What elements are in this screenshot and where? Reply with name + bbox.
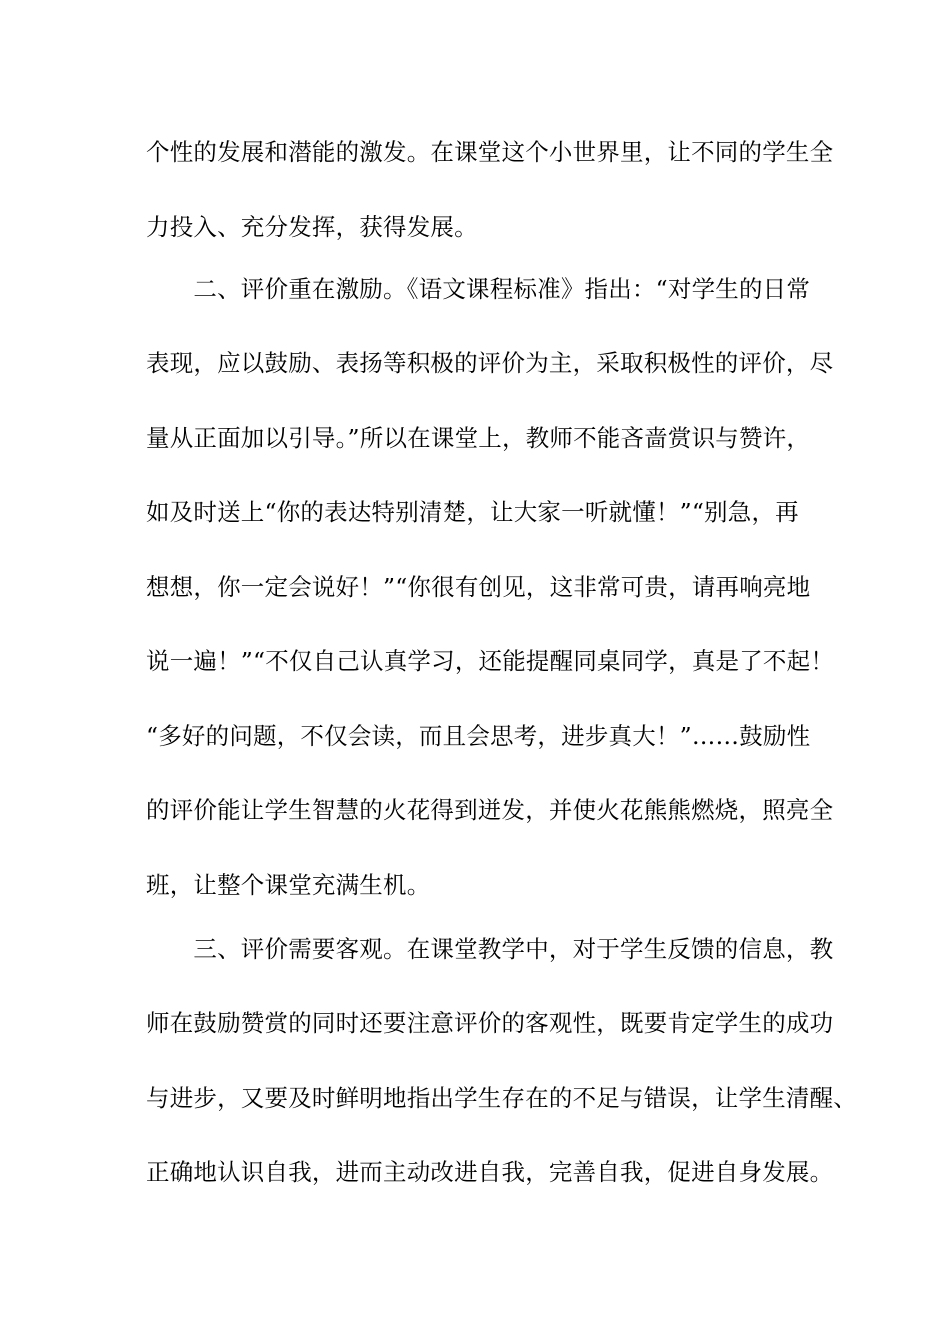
text-line: 如及时送上“你的表达特别清楚，让大家一听就懂！”“别急，再 xyxy=(146,498,799,526)
text-line: 的评价能让学生智慧的火花得到迸发，并使火花熊熊燃烧，照亮全 xyxy=(146,796,834,824)
text-line: 个性的发展和潜能的激发。在课堂这个小世界里，让不同的学生全 xyxy=(146,138,834,166)
text-line: 力投入、充分发挥，获得发展。 xyxy=(146,213,478,241)
text-line: 班，让整个课堂充满生机。 xyxy=(146,871,431,899)
text-line: 师在鼓励赞赏的同时还要注意评价的客观性，既要肯定学生的成功 xyxy=(146,1009,834,1037)
text-line: “多好的问题，不仅会读，而且会思考，进步真大！”……鼓励性 xyxy=(146,722,811,750)
text-line: 想想，你一定会说好！”“你很有创见，这非常可贵，请再响亮地 xyxy=(146,573,811,601)
text-line: 正确地认识自我，进而主动改进自我，完善自我，促进自身发展。 xyxy=(146,1158,834,1186)
text-line: 表现，应以鼓励、表扬等积极的评价为主，采取积极性的评价，尽 xyxy=(146,349,834,377)
text-line: 二、评价重在激励。《语文课程标准》指出：“对学生的日常 xyxy=(146,275,811,303)
text-line: 与进步，又要及时鲜明地指出学生存在的不足与错误，让学生清醒、 xyxy=(146,1084,857,1112)
text-line: 量从正面加以引导。”所以在课堂上，教师不能吝啬赏识与赞许， xyxy=(146,424,811,452)
text-line: 说一遍！”“不仅自己认真学习，还能提醒同桌同学，真是了不起！ xyxy=(146,647,835,675)
text-line: 三、评价需要客观。在课堂教学中，对于学生反馈的信息，教 xyxy=(146,935,834,963)
